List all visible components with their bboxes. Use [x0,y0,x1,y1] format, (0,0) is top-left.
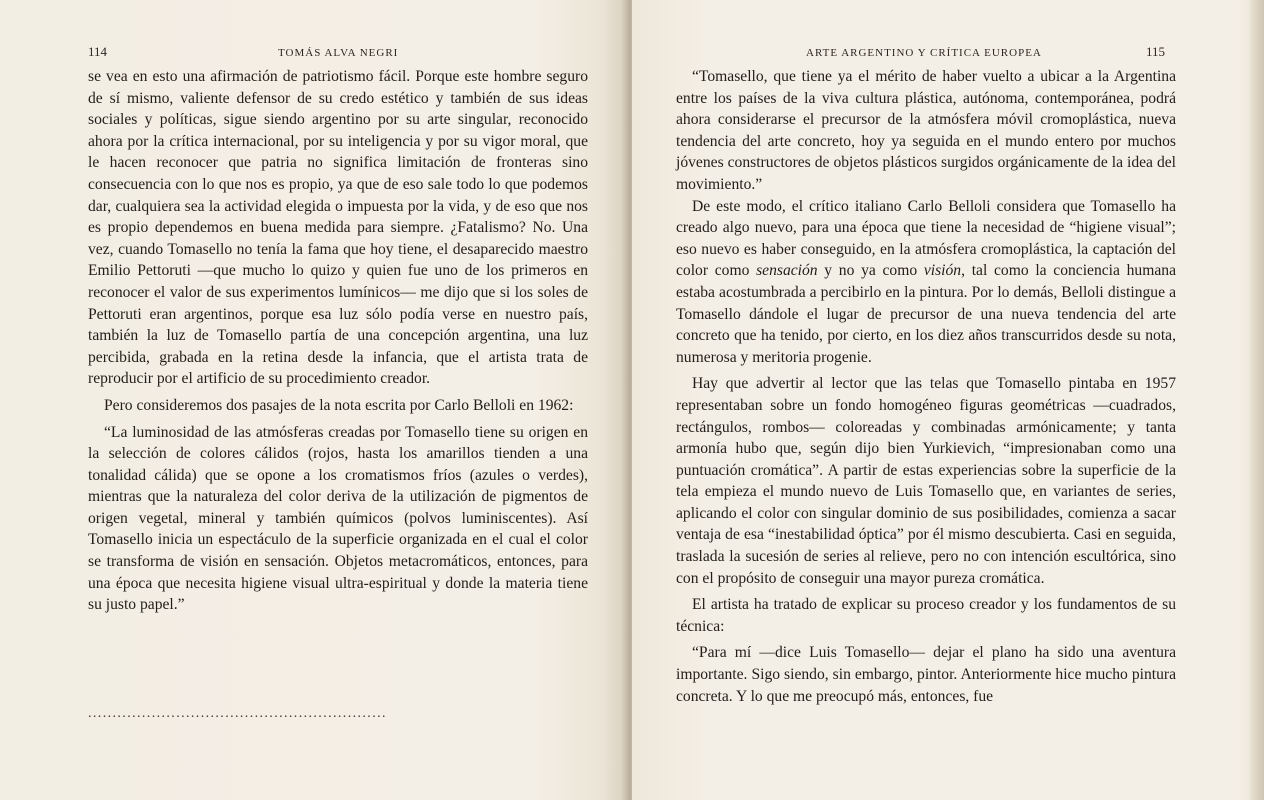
body-text [88,66,588,616]
paragraph: El artista ha tratado de explicar su proceso creador y los fundamentos de su técnica: [676,596,1176,635]
running-head: TOMÁS ALVA NEGRI [278,47,399,59]
body-text [676,66,1176,707]
text-run: De este modo, el crítico italiano Carlo Belloli considera que Tomasello ha creado algo nuevo, para una época que tiene la necesidad de “higiene visual”; eso nuevo es haber conseguido, en la atmósfera cromoplástica, la captación del color como [676,197,1176,280]
paragraph [676,196,1176,369]
dotted-leader: ............................................................. [88,706,387,721]
emphasis: sensación [756,262,818,280]
emphasis: visión [923,262,962,280]
block-quote: “La luminosidad de las atmósferas creadas por Tomasello tiene su origen en la selección de colores cálidos (rojos, hasta los amarillos tienden a una tonalidad cálida) que se opone a los cromatismos fríos (azules o verdes), mientras que la naturaleza del color deriva de la utilización de pigmentos de origen vegetal, mineral y también químicos (polvos luminiscentes). Así Tomasello inicia un espectáculo de la superficie organizada en el cual el color se transforma de visión en sensación. Objetos metacromáticos, entonces, para una época que necesita higiene visual ultra-espiritual y donde la materia tiene su justo papel.” [88,423,588,614]
text-run: , tal como la conciencia humana estaba acostumbrada a percibirlo en la pintura. Por lo demás, Belloli distingue a Tomasello dándole el lugar de precursor de una nueva tendencia del arte concreto que ha tenido, por cierto, en los diez años transcurridos desde su nota, numerosa y meritoria progenie. [676,262,1176,366]
paragraph: Pero consideremos dos pasajes de la nota escrita por Carlo Belloli en 1962: [104,396,574,414]
right-page [632,0,1264,800]
block-quote: “Para mí —dice Luis Tomasello— dejar el plano ha sido una aventura importante. Sigo siendo, sin embargo, pintor. Anteriormente hice mucho pintura concreta. Y lo que me preocupó más, entonces, fue [676,644,1176,705]
page-edge [1250,0,1264,800]
paragraph: Hay que advertir al lector que las telas que Tomasello pintaba en 1957 representaban sobre un fondo homogéneo figuras geométricas —cuadrados, rectángulos, rombos— coloreadas y combinadas armónicamente; y tanta armonía hubo que, según dijo bien Yurkievich, “impresionaban como una puntuación cromática”. A partir de estas experiencias sobre la superficie de la tela empieza el mundo nuevo de Luis Tomasello que, en variantes de series, aplicando el color con singular dominio de sus posibilidades, comienza a sacar ventaja de esa “inestabilidad óptica” por él mismo descubierta. Casi en seguida, traslada la sucesión de series al relieve, pero no con intención escultórica, sino con el propósito de conseguir una mayor pureza cromática. [676,375,1176,587]
page-number: 115 [1146,44,1166,59]
running-head: ARTE ARGENTINO Y CRÍTICA EUROPEA [806,47,1042,59]
text-run: y no ya como [817,262,924,280]
page-number: 114 [88,44,108,59]
paragraph: se vea en esto una afirmación de patriotismo fácil. Porque este hombre seguro de sí mismo, valiente defensor de su credo estético y también de sus ideas sociales y políticas, sigue siendo argentino por su arte singular, reconocido ahora por la crítica internacional, por su inteligencia y por su vigor moral, que le hacen reconocer que patria no significa limitación de fronteras sino consecuencia con lo que nos es propio, ya que de eso sale todo lo que podemos dar, cualquiera sea la actividad elegida o impuesta por la vida, y de eso que nos es propio dependemos en buena medida para siempre. ¿Fatalismo? No. Una vez, cuando Tomasello no tenía la fama que hoy tiene, el desaparecido maestro Emilio Pettoruti —que mucho lo quizo y quien fue uno de los primeros en reconocer el valor de sus experimentos lumínicos— me dijo que si los soles de Pettoruti eran argentinos, porque esa luz sólo podía verse en nuestro país, también la luz de Tomasello partía de una concepción argentina, una luz percibida, grabada en la retina desde la infancia, que el artista trata de reproducir por el artificio de su procedimiento creador. [88,68,588,388]
block-quote: “Tomasello, que tiene ya el mérito de haber vuelto a ubicar a la Argentina entre los países de la viva cultura plástica, autónoma, contemporánea, podrá ahora considerarse el precursor de la atmósfera móvil cromoplástica, nueva tendencia del arte concreto, hoy ya seguida en el mundo entero por muchos jóvenes constructores de objetos plásticos surgidos orgánicamente de la idea del movimiento.” [676,68,1176,193]
left-page [0,0,628,800]
